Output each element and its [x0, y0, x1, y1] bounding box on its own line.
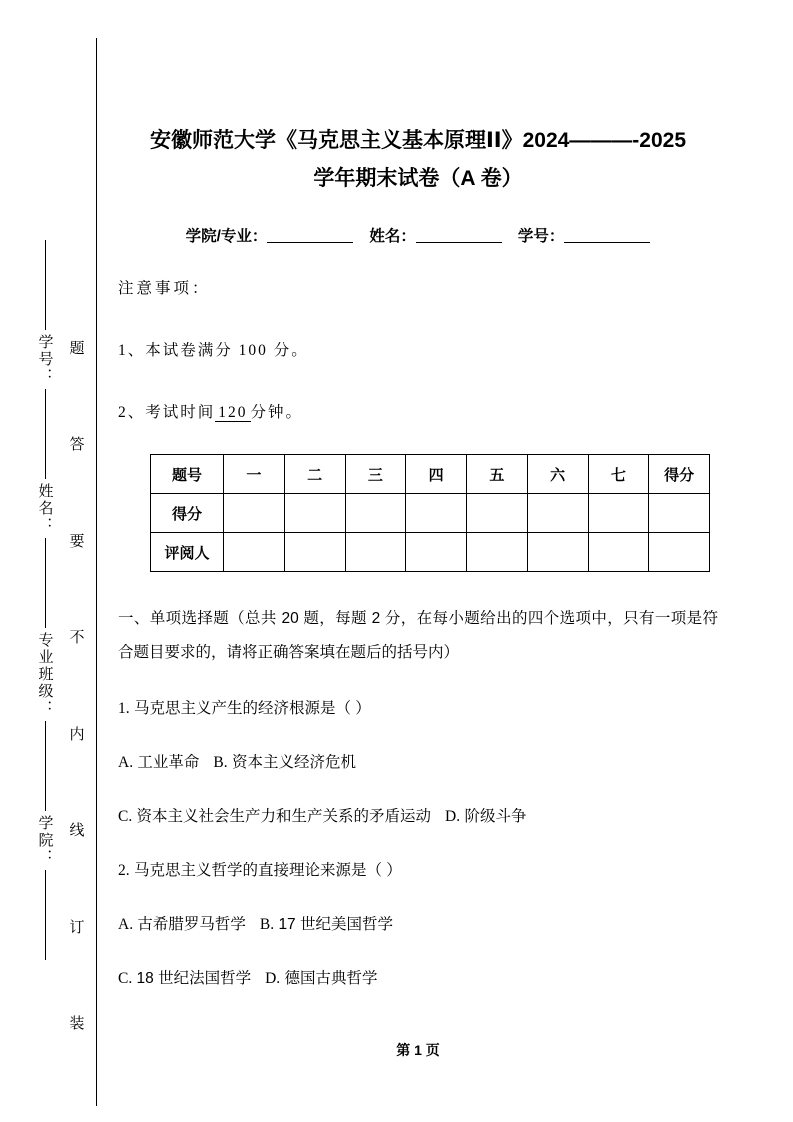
- table-header-cell: 三: [345, 455, 406, 494]
- margin-rule-line: [96, 38, 97, 1106]
- table-header-cell: 四: [406, 455, 467, 494]
- question-2-options-row-2: [118, 964, 718, 994]
- sidebar-label-name: 姓名：: [36, 483, 53, 534]
- question-2: [118, 856, 718, 886]
- option-letter-c: C.: [118, 970, 133, 987]
- sidebar-notice-char: 装: [67, 1014, 84, 1030]
- table-header-cell: 得分: [649, 455, 710, 494]
- sidebar-notice-char: 答: [67, 436, 84, 452]
- question-2-text: 马克思主义哲学的直接理论来源是（ ）: [133, 862, 402, 879]
- option-letter-c: C.: [118, 808, 133, 825]
- table-cell[interactable]: [345, 533, 406, 572]
- binding-sidebar: [0, 0, 97, 1122]
- notice-item-2: [118, 400, 718, 422]
- page-footer: 第 1 页: [396, 1042, 440, 1058]
- name-label: 姓名：: [369, 228, 416, 245]
- student-id-label: 学号：: [517, 228, 565, 245]
- sidebar-rule: [45, 389, 46, 479]
- table-cell[interactable]: [224, 533, 285, 572]
- table-row: [151, 494, 710, 533]
- sidebar-rule: [45, 240, 46, 330]
- option-text-a[interactable]: 古希腊罗马哲学: [137, 916, 246, 933]
- table-row-label: 得分: [151, 494, 224, 533]
- sidebar-label-college: 学院：: [36, 815, 53, 866]
- option-text-b[interactable]: 资本主义经济危机: [231, 754, 356, 771]
- table-cell[interactable]: [588, 533, 649, 572]
- table-cell[interactable]: [467, 533, 528, 572]
- question-1-options-row-1: [118, 748, 718, 778]
- table-header-cell: 七: [588, 455, 649, 494]
- question-2-options-row-1: [118, 910, 718, 940]
- table-cell[interactable]: [345, 494, 406, 533]
- option-text-a[interactable]: 工业革命: [137, 754, 200, 771]
- table-row: [151, 533, 710, 572]
- sidebar-rule: [45, 721, 46, 811]
- sidebar-notice-char: 不: [67, 629, 84, 645]
- table-row-label: 评阅人: [151, 533, 224, 572]
- table-cell[interactable]: [588, 494, 649, 533]
- sidebar-label-major-class: 专业班级：: [36, 632, 53, 717]
- section-heading-1: 一、单项选择题（总共 20 题，每题 2 分，在每小题给出的四个选项中，只有一项是符合题目要求的，请将正确答案填在题后的括号内）: [118, 610, 718, 661]
- sidebar-notice-char: 线: [67, 822, 84, 838]
- table-cell[interactable]: [284, 533, 345, 572]
- option-text-b[interactable]: 17 世纪美国哲学: [278, 916, 393, 933]
- name-blank[interactable]: [416, 227, 502, 243]
- option-text-c[interactable]: 资本主义社会生产力和生产关系的矛盾运动: [136, 808, 432, 825]
- question-1-options-row-2: [118, 802, 718, 832]
- option-letter-a: A.: [118, 916, 134, 933]
- option-text-c[interactable]: 18 世纪法国哲学: [136, 970, 252, 987]
- option-letter-a: A.: [118, 754, 134, 771]
- notice-item-1: 1、本试卷满分 100 分。: [118, 342, 309, 359]
- table-header-cell: 题号: [151, 455, 224, 494]
- table-cell[interactable]: [527, 494, 588, 533]
- table-header-cell: 一: [224, 455, 285, 494]
- sidebar-notice-char: 要: [67, 532, 84, 548]
- sidebar-notice-char: 内: [67, 725, 84, 741]
- sidebar-label-student-id: 学号：: [36, 334, 53, 385]
- table-header-cell: 六: [527, 455, 588, 494]
- option-text-d[interactable]: 德国古典哲学: [284, 970, 378, 987]
- sidebar-rule: [45, 538, 46, 628]
- table-cell[interactable]: [284, 494, 345, 533]
- exam-duration-value: 120: [215, 404, 250, 422]
- option-letter-b: B.: [213, 754, 228, 771]
- notice-heading: 注意事项：: [118, 280, 211, 297]
- question-1: [118, 694, 718, 724]
- page-title-line-2: 学年期末试卷（A 卷）: [313, 167, 523, 190]
- identity-line: [118, 224, 718, 246]
- option-letter-b: B.: [259, 916, 275, 933]
- question-1-number: 1.: [118, 700, 130, 717]
- score-table: [150, 454, 710, 572]
- page-title-line-1: 安徽师范大学《马克思主义基本原理ⅠⅠ》2024———-2025: [149, 129, 687, 152]
- table-cell[interactable]: [406, 494, 467, 533]
- option-text-d[interactable]: 阶级斗争: [464, 808, 527, 825]
- question-2-number: 2.: [118, 862, 130, 879]
- student-id-blank[interactable]: [564, 227, 650, 243]
- college-major-blank[interactable]: [267, 227, 353, 243]
- table-cell[interactable]: [467, 494, 528, 533]
- college-major-label: 学院/专业：: [185, 228, 268, 245]
- option-letter-d: D.: [265, 970, 281, 987]
- sidebar-notice-char: 订: [67, 918, 84, 934]
- table-header-cell: 二: [284, 455, 345, 494]
- table-cell[interactable]: [649, 494, 710, 533]
- table-cell[interactable]: [527, 533, 588, 572]
- table-cell[interactable]: [406, 533, 467, 572]
- table-cell[interactable]: [224, 494, 285, 533]
- sidebar-notice-column: [60, 340, 90, 1030]
- notice-item-2-post: 分钟。: [250, 404, 304, 421]
- content-column: [118, 0, 718, 1122]
- sidebar-notice-char: 题: [67, 340, 84, 355]
- table-cell[interactable]: [649, 533, 710, 572]
- notice-item-2-pre: 2、考试时间: [118, 404, 216, 421]
- table-header-row: [151, 455, 710, 494]
- question-1-text: 马克思主义产生的经济根源是（ ）: [133, 700, 371, 717]
- sidebar-rule: [45, 870, 46, 960]
- page-title: [118, 0, 718, 198]
- table-header-cell: 五: [467, 455, 528, 494]
- option-letter-d: D.: [445, 808, 461, 825]
